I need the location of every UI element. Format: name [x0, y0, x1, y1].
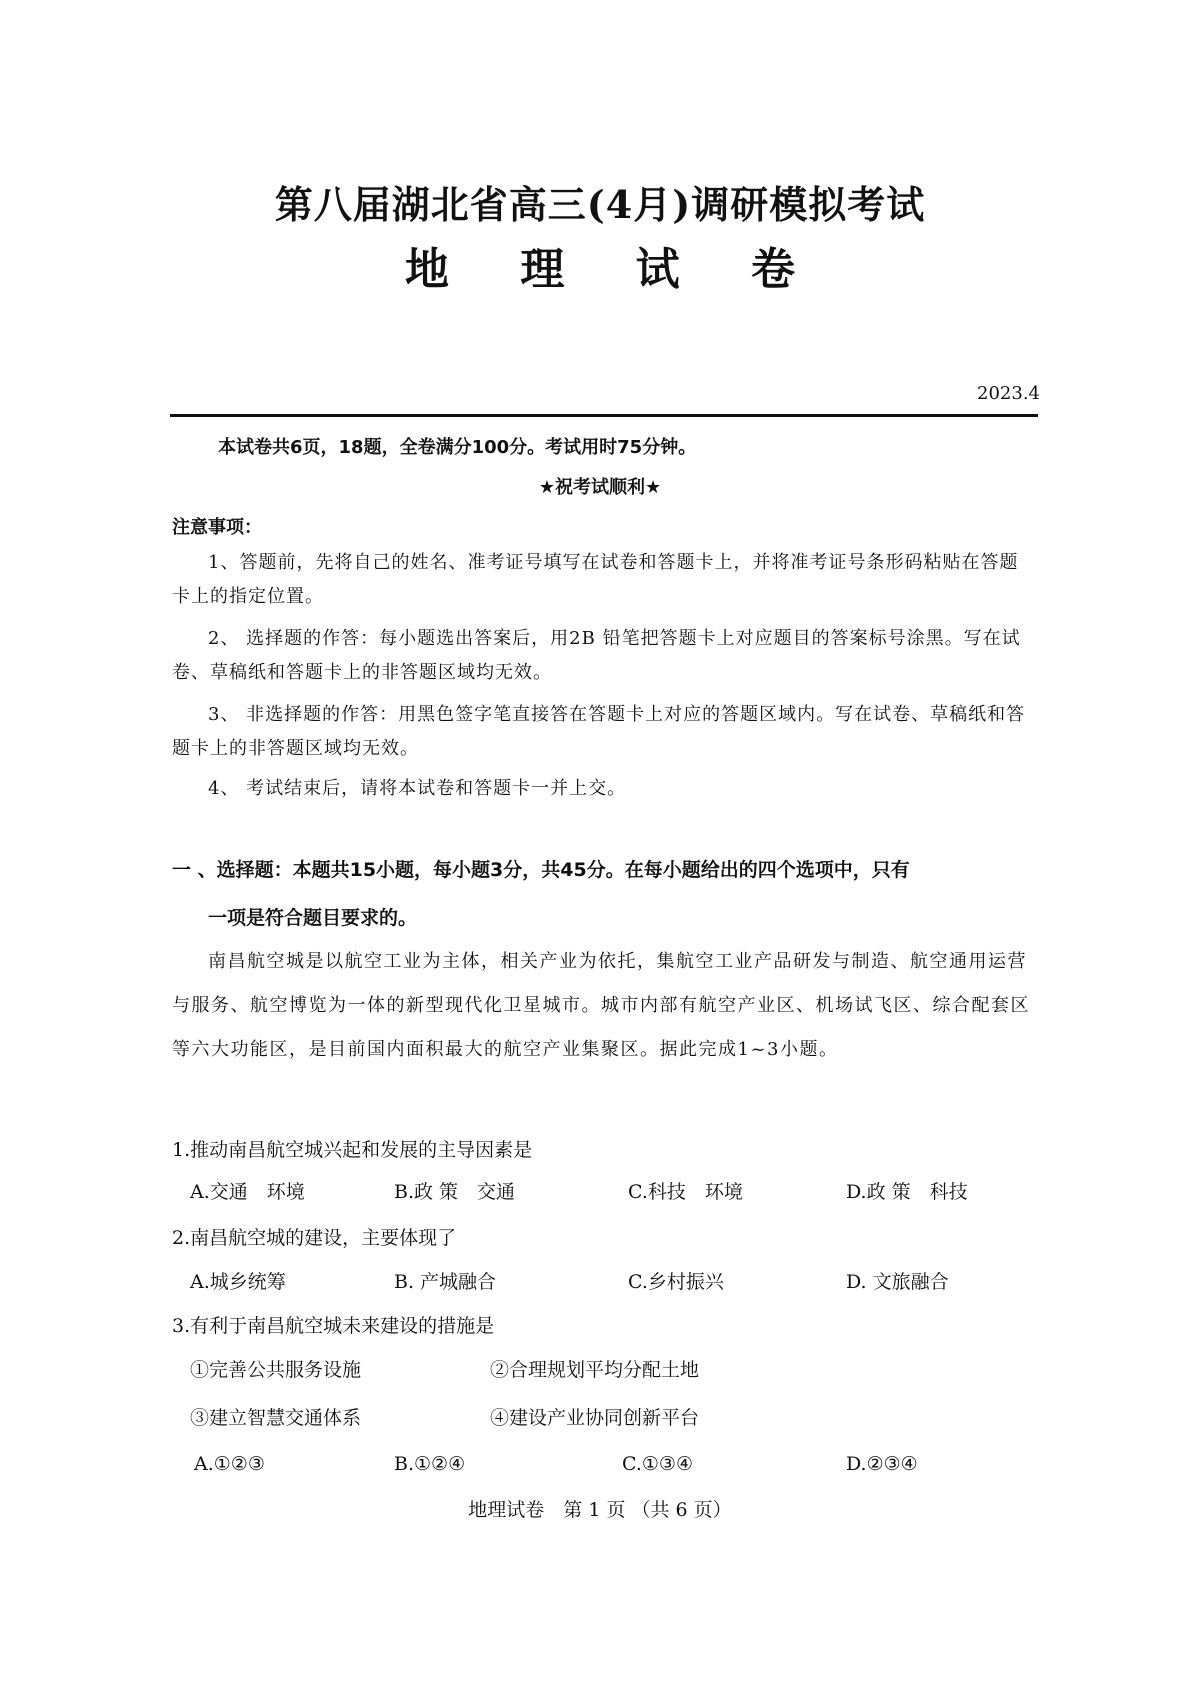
header-divider	[170, 414, 1038, 417]
option-a: A.交通 环境	[190, 1181, 305, 1203]
option-a: A.城乡统筹	[190, 1271, 286, 1293]
question-stem: 1.推动南昌航空城兴起和发展的主导因素是	[172, 1139, 533, 1161]
option-b: B.政 策 交通	[394, 1181, 516, 1203]
exam-info: 本试卷共6页，18题，全卷满分100分。考试用时75分钟。	[218, 437, 697, 458]
section-heading: 一 、选择题：本题共15小题，每小题3分，共45分。在每小题给出的四个选项中，只有	[172, 859, 910, 881]
exam-subtitle: 地 理 试 卷	[405, 244, 823, 295]
option-b: B.①②④	[394, 1453, 466, 1475]
option-d: D. 文旅融合	[846, 1271, 949, 1293]
option-c: C.乡村振兴	[628, 1271, 724, 1293]
statement-item: ③建立智慧交通体系	[190, 1407, 362, 1429]
option-d: D.政 策 科技	[846, 1181, 968, 1203]
statement-item: ②合理规划平均分配土地	[490, 1359, 700, 1381]
option-a: A.①②③	[194, 1453, 265, 1475]
statement-item: ④建设产业协同创新平台	[490, 1407, 700, 1429]
notice-item: 1、答题前，先将自己的姓名、准考证号填写在试卷和答题卡上，并将准考证号条形码粘贴在答题卡上的指定位置。	[172, 552, 1019, 607]
option-d: D.②③④	[846, 1453, 918, 1475]
option-c: C.①③④	[622, 1453, 693, 1475]
notice-item: 4、 考试结束后，请将本试卷和答题卡一并上交。	[208, 778, 627, 799]
page-footer: 地理试卷 第 1 页 （共 6 页）	[468, 1499, 732, 1521]
option-c: C.科技 环境	[628, 1181, 743, 1203]
notice-heading: 注意事项：	[172, 517, 262, 538]
notice-item: 3、 非选择题的作答：用黑色签字笔直接答在答题卡上对应的答题区域内。写在试卷、草稿纸和答题卡上的非答题区域均无效。	[172, 704, 1026, 759]
statement-item: ①完善公共服务设施	[190, 1359, 362, 1381]
option-b: B. 产城融合	[394, 1271, 497, 1293]
exam-date: 2023.4	[977, 383, 1040, 404]
section-heading-cont: 一项是符合题目要求的。	[208, 907, 418, 929]
exam-title: 第八届湖北省高三(4月)调研模拟考试	[274, 182, 926, 227]
good-luck-line: ★祝考试顺利★	[538, 477, 662, 498]
reading-passage: 南昌航空城是以航空工业为主体，相关产业为依托，集航空工业产品研发与制造、航空通用运营与服务、航空博览为一体的新型现代化卫星城市。城市内部有航空产业区、机场试飞区、综合配套区等六大功能区，是目前国内面积最大的航空产业集聚区。据此完成1~3小题。	[172, 951, 1030, 1060]
notice-item: 2、 选择题的作答：每小题选出答案后，用2B 铅笔把答题卡上对应题目的答案标号涂黑。写在试卷、草稿纸和答题卡上的非答题区域均无效。	[172, 628, 1021, 683]
question-stem: 3.有利于南昌航空城未来建设的措施是	[172, 1315, 495, 1337]
question-stem: 2.南昌航空城的建设，主要体现了	[172, 1227, 457, 1249]
